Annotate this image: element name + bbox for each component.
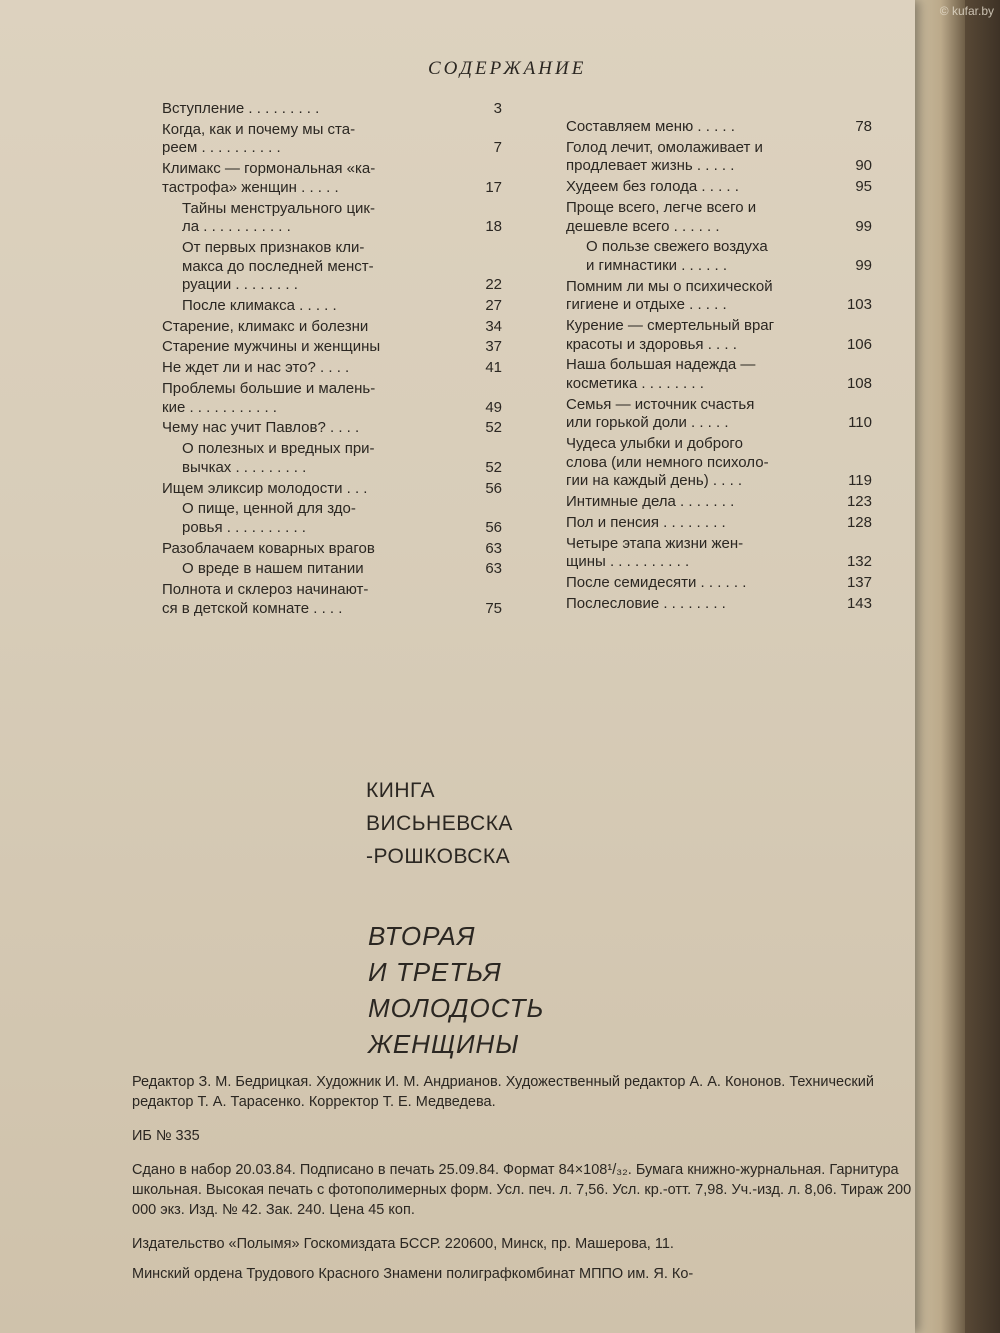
toc-entry-page: 63 — [485, 560, 502, 578]
toc-entry-page: 63 — [485, 539, 502, 557]
background-right — [960, 0, 1000, 1333]
toc-entry — [162, 100, 502, 119]
toc-entry-page: 52 — [485, 419, 502, 437]
toc-entry-page: 137 — [846, 574, 872, 592]
author-line: -РОШКОВСКА — [366, 845, 511, 868]
toc-entry — [566, 199, 872, 236]
toc-title: СОДЕРЖАНИЕ — [428, 58, 587, 79]
toc-entry — [162, 338, 502, 357]
toc-entry — [162, 480, 502, 499]
toc-entry-page: 27 — [485, 296, 502, 314]
toc-entry-page: 18 — [485, 218, 502, 236]
toc-entry-page: 108 — [846, 375, 872, 393]
toc-entry — [566, 278, 872, 315]
toc-entry — [162, 581, 502, 618]
toc-entry-page: 123 — [846, 493, 872, 511]
toc-entry-page: 52 — [485, 458, 502, 476]
toc-entry — [566, 493, 872, 512]
toc-entry — [162, 540, 502, 559]
toc-entry-page: 95 — [855, 178, 872, 196]
toc-entry-title: От первых признаков кли- макса до последней менст- руации . . . . . . . . — [182, 238, 374, 294]
toc-entry-page: 34 — [485, 317, 502, 335]
toc-entry-page: 49 — [485, 398, 502, 416]
toc-entry-page: 110 — [848, 414, 872, 432]
toc-entry-title: Разоблачаем коварных врагов — [162, 539, 375, 557]
toc-entry — [566, 514, 872, 533]
toc-entry-title: Ищем эликсир молодости . . . — [162, 479, 368, 497]
toc-entry — [566, 118, 872, 137]
toc-entry-page: 106 — [846, 335, 872, 353]
toc-entry — [162, 359, 502, 378]
toc-entry — [566, 238, 872, 275]
imprint-details: Сдано в набор 20.03.84. Подписано в печать 25.09.84. Формат 84×108¹/₃₂. Бумага книжно-журнальная. Гарнитура школьная. Высокая печать с фотополимерных форм. Усл. печ. л. 7,56. Усл. кр.-отт. 7,98. Уч.-изд. л. 8,06. Тираж 200 000 экз. Изд. № 42. Зак. 240. Цена 45 коп. — [132, 1162, 912, 1218]
toc-entry — [566, 317, 872, 354]
toc-entry — [566, 396, 872, 433]
author-name — [366, 774, 513, 873]
toc-entry-title: Старение, климакс и болезни — [162, 317, 369, 335]
title-line: И ТРЕТЬЯ — [368, 957, 502, 987]
imprint-block — [132, 1072, 922, 1294]
toc-entry — [566, 595, 872, 614]
title-line: ВТОРАЯ — [368, 921, 476, 951]
toc-entry-page: 37 — [485, 338, 502, 356]
toc-entry-page: 17 — [485, 178, 502, 196]
toc-entry-title: О полезных и вредных при- вычках . . . . . . . . . — [182, 440, 375, 476]
toc-entry-title: Составляем меню . . . . . — [566, 118, 735, 135]
toc-entry — [566, 435, 872, 491]
toc-entry — [566, 574, 872, 593]
toc-entry-page: 132 — [846, 553, 872, 571]
toc-entry-page: 128 — [846, 513, 872, 531]
toc-entry-title: После климакса . . . . . — [182, 296, 337, 314]
imprint-ib-number: ИБ № 335 — [132, 1128, 200, 1144]
toc-entry-page: 7 — [493, 139, 502, 157]
toc-entry-page: 99 — [855, 256, 872, 274]
toc-entry-title: После семидесяти . . . . . . — [566, 574, 747, 592]
toc-entry-page: 143 — [846, 594, 872, 612]
watermark: © kufar.by — [939, 4, 994, 18]
toc-entry-title: Чему нас учит Павлов? . . . . — [162, 419, 360, 437]
toc-entry-title: Не ждет ли и нас это? . . . . — [162, 359, 350, 377]
toc-entry-title: Пол и пенсия . . . . . . . . — [566, 513, 726, 531]
toc-entry-page: 3 — [493, 100, 502, 117]
toc-entry-title: Интимные дела . . . . . . . — [566, 493, 735, 511]
title-line: МОЛОДОСТЬ — [368, 993, 545, 1023]
toc-entry-title: О пользе свежего воздуха и гимнастики . . . . . . — [586, 238, 768, 274]
toc-entry — [566, 178, 872, 197]
toc-entry-page: 119 — [848, 472, 872, 490]
toc-entry-title: Курение — смертельный враг красоты и здоровья . . . . — [566, 317, 775, 353]
toc-entry-title: Полнота и склероз начинают- ся в детской комнате . . . . — [162, 581, 369, 617]
imprint-credits: Редактор З. М. Бедрицкая. Художник И. М. Андрианов. Художественный редактор А. А. Кононов. Технический редактор Т. А. Тарасенко. Корректор Т. Е. Медведева. — [132, 1074, 874, 1110]
toc-entry — [566, 356, 872, 393]
toc-entry-title: Худеем без голода . . . . . — [566, 178, 739, 196]
toc-entry-title: Наша большая надежда — косметика . . . . . . . . — [566, 356, 756, 393]
toc-entry-title: Когда, как и почему мы ста- реем . . . . . . . . . . — [162, 120, 356, 157]
toc-entry-title: О пище, ценной для здо- ровья . . . . . . . . . . — [182, 500, 356, 536]
toc-entry — [566, 535, 872, 572]
toc-entry-title: Тайны менструального цик- ла . . . . . . . . . . . — [182, 199, 375, 236]
toc-entry — [162, 380, 502, 417]
toc-entry-page: 78 — [855, 118, 872, 135]
author-line: КИНГА — [366, 779, 435, 802]
book-title — [368, 918, 544, 1062]
toc-entry-page: 103 — [846, 296, 872, 314]
toc-entry-page: 75 — [485, 599, 502, 617]
title-line: ЖЕНЩИНЫ — [368, 1029, 520, 1059]
toc-entry-title: Чудеса улыбки и доброго слова (или немного психоло- гии на каждый день) . . . . — [566, 435, 769, 490]
toc-entry-title: Семья — источник счастья или горькой доли . . . . . — [566, 395, 755, 432]
toc-left-column — [162, 100, 502, 621]
toc-entry — [162, 200, 502, 237]
toc-entry — [162, 318, 502, 337]
toc-entry — [162, 419, 502, 438]
toc-entry-page: 41 — [485, 359, 502, 377]
toc-right-column — [566, 118, 872, 616]
toc-entry-page: 56 — [485, 479, 502, 497]
toc-entry — [162, 560, 502, 579]
toc-entry — [162, 500, 502, 537]
toc-entry — [162, 297, 502, 316]
author-line: ВИСЬНЕВСКА — [366, 812, 513, 835]
toc-entry — [566, 139, 872, 176]
toc-entry-title: Послесловие . . . . . . . . — [566, 594, 726, 612]
toc-entry-page: 22 — [485, 276, 502, 294]
toc-entry-title: Вступление . . . . . . . . . — [162, 100, 320, 117]
toc-entry — [162, 239, 502, 295]
toc-entry-page: 90 — [855, 157, 872, 175]
toc-entry-title: Помним ли мы о психической гигиене и отдыхе . . . . . — [566, 277, 773, 314]
toc-entry-title: Четыре этапа жизни жен- щины . . . . . . . . . . — [566, 534, 744, 571]
toc-entry-page: 99 — [855, 217, 872, 235]
toc-entry-title: Голод лечит, омолаживает и продлевает жизнь . . . . . — [566, 138, 763, 175]
toc-entry — [162, 440, 502, 477]
imprint-printer: Минский ордена Трудового Красного Знамени полиграфкомбинат МППО им. Я. Ко- — [132, 1266, 694, 1282]
toc-entry — [162, 121, 502, 158]
toc-entry-page: 56 — [485, 518, 502, 536]
toc-entry-title: О вреде в нашем питании — [182, 560, 364, 578]
toc-entry — [162, 160, 502, 197]
imprint-publisher: Издательство «Полымя» Госкомиздата БССР. 220600, Минск, пр. Машерова, 11. — [132, 1236, 674, 1252]
toc-entry-title: Старение мужчины и женщины — [162, 338, 381, 356]
toc-entry-title: Проблемы большие и малень- кие . . . . . . . . . . . — [162, 380, 376, 416]
toc-entry-title: Климакс — гормональная «ка- тастрофа» женщин . . . . . — [162, 160, 376, 196]
toc-entry-title: Проще всего, легче всего и дешевле всего . . . . . . — [566, 198, 757, 235]
